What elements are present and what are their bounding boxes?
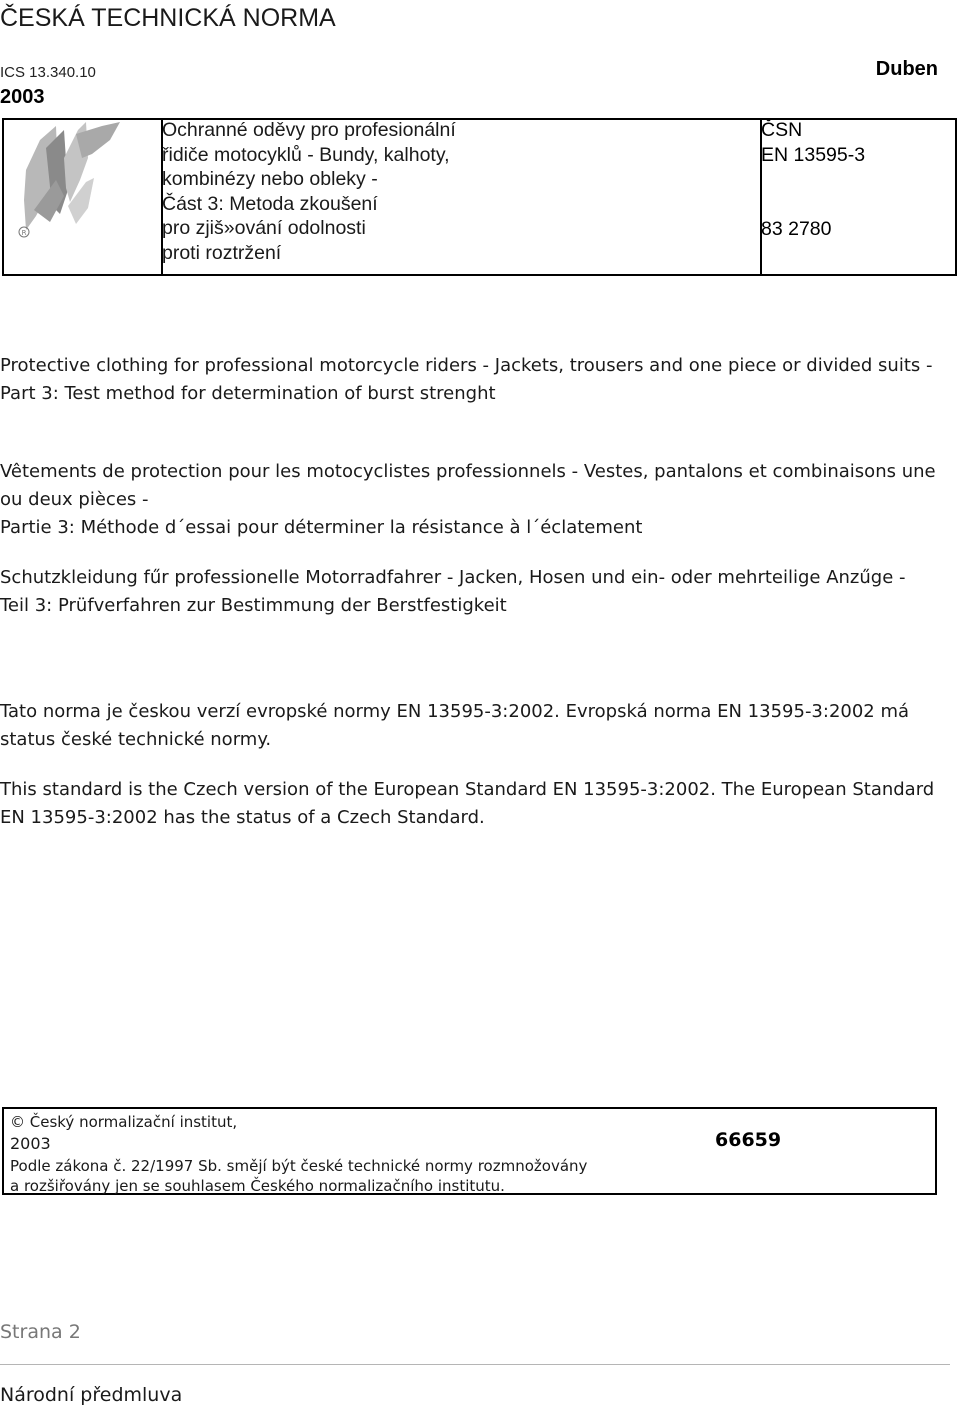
classification-number: 83 2780	[761, 218, 832, 240]
english-title-line: Protective clothing for professional motorcycle riders - Jackets, trousers and one piece or divided suits -	[0, 355, 933, 376]
issue-month: Duben	[875, 58, 938, 80]
english-title	[0, 352, 956, 408]
copyright-line: © Český normalizační institut,	[10, 1113, 238, 1131]
document-type: ČESKÁ TECHNICKÁ NORMA	[0, 4, 336, 32]
english-status-statement: This standard is the Czech version of the European Standard EN 13595-3:2002. The European Standard EN 13595-3:2002 has the status of a Czech Standard.	[0, 779, 935, 828]
issue-year: 2003	[0, 86, 45, 108]
czech-title-line: pro zjiš»ování odolnosti	[162, 217, 366, 240]
copyright-notice-line: Podle zákona č. 22/1997 Sb. smějí být české technické normy rozmnožovány	[10, 1157, 588, 1175]
english-title-line: Part 3: Test method for determination of burst strenght	[0, 383, 496, 404]
czech-title-line: Ochranné oděvy pro profesionální	[162, 119, 456, 141]
ics-code: ICS 13.340.10	[0, 64, 96, 81]
german-title-line: Schutzkleidung fűr professionelle Motorradfahrer - Jacken, Hosen und ein- oder mehrteilige Anzűge -	[0, 567, 906, 588]
czech-title	[162, 118, 542, 266]
czech-status-statement: Tato norma je českou verzí evropské normy EN 13595-3:2002. Evropská norma EN 13595-3:2002 má status české technické normy.	[0, 701, 910, 750]
section-heading: Národní předmluva	[0, 1384, 183, 1406]
copyright-notice-line: a rozšiřovány jen se souhlasem Českého normalizačního institutu.	[10, 1177, 505, 1195]
german-title-line: Teil 3: Prüfverfahren zur Bestimmung der Berstfestigkeit	[0, 595, 507, 616]
czech-title-line: řidiče motocyklů - Bundy, kalhoty,	[162, 143, 450, 166]
czech-title-line: Část 3: Metoda zkoušení	[162, 192, 378, 215]
french-title-line: Partie 3: Méthode d´essai pour déterminer la résistance à l´éclatement	[0, 517, 643, 538]
czech-title-line: kombinézy nebo obleky -	[162, 168, 378, 191]
page-number: Strana 2	[0, 1321, 81, 1343]
registered-mark-icon: R	[21, 229, 27, 237]
french-title	[0, 458, 956, 542]
document-code: 66659	[715, 1129, 782, 1151]
standard-number: EN 13595-3	[761, 144, 866, 166]
copyright-year: 2003	[10, 1134, 51, 1153]
french-title-line: Vêtements de protection pour les motocyclistes professionnels - Vestes, pantalons et combinaisons une ou deux pièces -	[0, 461, 936, 510]
divider	[0, 1364, 950, 1365]
standard-designation	[761, 118, 865, 168]
csn-label: ČSN	[761, 119, 803, 141]
czech-title-line: proti roztržení	[162, 241, 282, 264]
german-title	[0, 564, 956, 620]
cni-logo	[6, 118, 128, 238]
copyright-box	[2, 1107, 937, 1195]
